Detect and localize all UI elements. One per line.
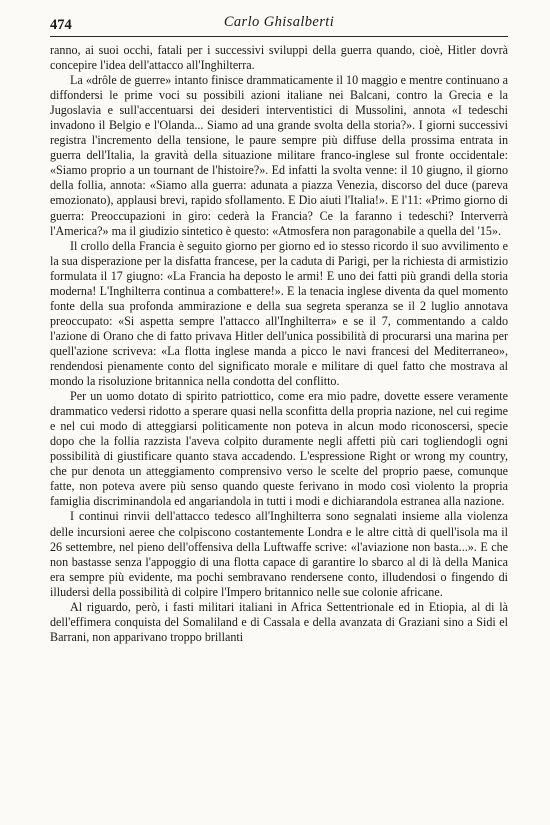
- paragraph-continuation: ranno, ai suoi occhi, fatali per i successivi sviluppi della guerra quando, cioè, Hitler dovrà concepire l'idea dell'attacco all'Inghilterra.: [50, 43, 508, 73]
- running-head-author: Carlo Ghisalberti: [223, 14, 335, 30]
- paragraph-spirito-patriottico: Per un uomo dotato di spirito patriottico, come era mio padre, dovette essere veramente drammatico vedersi ridotto a sperare quasi nella sconfitta della propria nazione, nel cui regime e nel cui modo di atteggiarsi politicamente non poteva in alcun modo riconoscersi, specie dopo che la follia razzista l'aveva colpito duramente negli affetti più cari togliendogli ogni possibilità di giustificare quanto stava accadendo. L'espressione Right or wrong my country, che pur denota un atteggiamento comprensivo verso le scelte del proprio paese, comunque fatte, non poteva avere più senso quando queste ferivano in modo così violento la propria famiglia discriminandola ed angariandola in tutti i modi e dichiarandola estranea alla nazione.: [50, 389, 508, 509]
- page-header: [50, 14, 508, 37]
- page-number: 474: [50, 17, 72, 33]
- paragraph-fasti-militari: Al riguardo, però, i fasti militari italiani in Africa Settentrionale ed in Etiopia, al di là dell'effimera conquista del Somaliland e di Cassala e della avanzata di Graziani sino a Sidi el Barrani, non apparivano troppo brillanti: [50, 599, 508, 644]
- paragraph-crollo-francia: Il crollo della Francia è seguito giorno per giorno ed io stesso ricordo il suo avvilimento e la sua disperazione per la disfatta francese, per la caduta di Parigi, per la richiesta di armistizio formulata il 17 giugno: «La Francia ha deposto le armi! E uno dei fatti più grandi della storia moderna! L'Inghilterra continua a combattere!». E la tenacia inglese diventa da quel momento fonte della sua profonda ammirazione e della sua segreta speranza se il 2 luglio annotava preoccupato: «Si aspetta sempre l'attacco all'Inghilterra» e se il 7, commentando a caldo l'azione di Orano che di fatto privava Hitler dell'unica possibilità di procurarsi una marina per quell'azione scriveva: «La flotta inglese manda a picco le navi francesi del Mediterraneo», rendendosi pienamente conto del significato morale e militare di quel fatto che mostrava al mondo la risoluzione britannica nella condotta del conflitto.: [50, 238, 508, 389]
- paragraph-rinvii-attacco: I continui rinvii dell'attacco tedesco all'Inghilterra sono segnalati insieme alla violenza delle incursioni aeree che colpiscono costantemente Londra e le altre città di quell'isola ma il 26 settembre, nel pieno dell'offensiva della Luftwaffe scrive: «l'aviazione non basta...». E che non bastasse senza l'appoggio di una flotta capace di garantire lo sbarco al di là della Manica era sempre più evidente, ma pochi sembravano rendersene conto, illudendosi o fingendo di illudersi della possibilità di colpire l'Impero britannico nelle sue colonie africane.: [50, 509, 508, 599]
- paragraph-drole-de-guerre: La «drôle de guerre» intanto finisce drammaticamente il 10 maggio e mentre continuano a diffondersi le prime voci su possibili azioni italiane nei Balcani, contro la Grecia e la Jugoslavia e sull'accentuarsi dei desideri interventistici di Mussolini, annota «I tedeschi invadono il Belgio e l'Olanda... Siamo ad una grande svolta della storia?». I giorni successivi registra l'incremento della tensione, le paure sempre più diffuse della prossima entrata in guerra dell'Italia, la gravità della situazione militare franco-inglese sul fronte occidentale: «Siamo proprio a un tournant de l'histoire?». Ed infatti la svolta venne: il 10 giugno, il giorno della follia, annota: «Siamo alla guerra: adunata a piazza Venezia, discorso del duce (pareva emozionato), applausi brevi, rapido sfollamento. E Dio aiuti l'Italia!». E l'11: «Primo giorno di guerra: Preoccupazioni in giro: cederà la Francia? Ce la faranno i tedeschi? Interverrà l'America?» ma il giudizio sintetico è questo: «Atmosfera non paragonabile a quella del '15».: [50, 73, 508, 238]
- body-text: [50, 43, 508, 645]
